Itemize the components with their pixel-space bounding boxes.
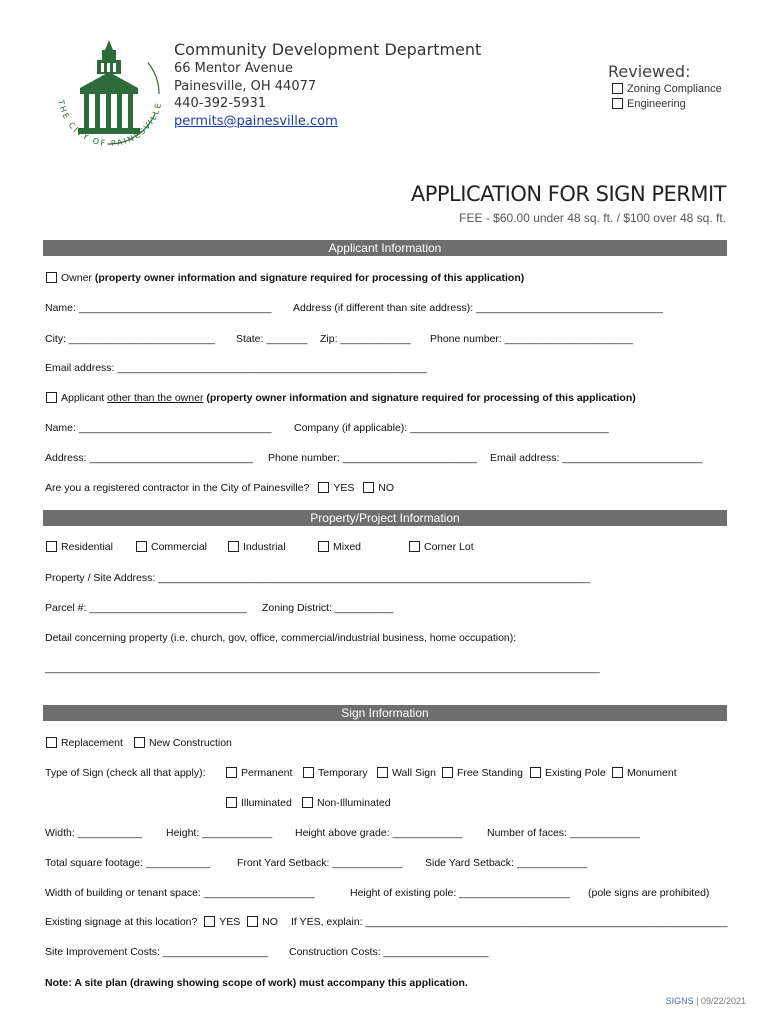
new-construction-label: New Construction <box>149 737 232 749</box>
city-field[interactable]: City: _________________________ <box>45 333 215 345</box>
property-type-corner-lot <box>409 541 474 553</box>
number-of-faces-field[interactable]: Number of faces: ____________ <box>487 827 640 839</box>
mixed-checkbox[interactable] <box>318 541 329 552</box>
contractor-question: Are you a registered contractor in the City of Painesville? <box>45 482 310 494</box>
temporary-checkbox[interactable] <box>303 767 314 778</box>
explain-field[interactable]: If YES, explain: ______________________________________________________________ <box>291 916 728 928</box>
free-standing-checkbox[interactable] <box>442 767 453 778</box>
applicant-email-field[interactable]: Email address: ________________________ <box>490 452 703 464</box>
building-width-field[interactable]: Width of building or tenant space: ___________________ <box>45 887 315 899</box>
temporary-label: Temporary <box>318 767 368 779</box>
applicant-address-field[interactable]: Address: ____________________________ <box>45 452 253 464</box>
owner-row <box>46 272 524 284</box>
other-applicant-checkbox[interactable] <box>46 392 57 403</box>
section-property: Property/Project Information <box>43 510 727 526</box>
sign-type-temporary <box>303 767 368 779</box>
sign-type-monument <box>612 767 677 779</box>
monument-label: Monument <box>627 767 677 779</box>
existing-no-checkbox[interactable] <box>247 916 258 927</box>
address-line-2: Painesville, OH 44077 <box>174 79 317 94</box>
width-field[interactable]: Width: ___________ <box>45 827 142 839</box>
height-above-grade-field[interactable]: Height above grade: ____________ <box>295 827 463 839</box>
site-address-field[interactable]: Property / Site Address: __________________________________________________________________________ <box>45 572 591 584</box>
contractor-yes-label: YES <box>333 482 355 494</box>
footer <box>666 996 746 1006</box>
phone-field[interactable]: Phone number: ______________________ <box>430 333 634 345</box>
wall-sign-checkbox[interactable] <box>377 767 388 778</box>
existing-signage-row <box>45 916 278 928</box>
replacement-option <box>46 737 123 749</box>
contractor-no-checkbox[interactable] <box>363 482 374 493</box>
monument-checkbox[interactable] <box>612 767 623 778</box>
existing-pole-checkbox[interactable] <box>530 767 541 778</box>
property-detail-field[interactable]: _______________________________________________________________________________________________ <box>45 662 600 674</box>
corner-lot-label: Corner Lot <box>424 541 474 553</box>
applicant-phone-field[interactable]: Phone number: _______________________ <box>268 452 478 464</box>
existing-yes-label: YES <box>219 916 241 928</box>
commercial-checkbox[interactable] <box>136 541 147 552</box>
new-construction-option <box>134 737 232 749</box>
owner-note: (property owner information and signature required for processing of this application) <box>94 272 525 284</box>
city-seal-logo <box>50 36 168 156</box>
property-type-residential <box>46 541 113 553</box>
existing-pole-label: Existing Pole <box>545 767 606 779</box>
residential-label: Residential <box>61 541 113 553</box>
pole-prohibited-note: (pole signs are prohibited) <box>588 887 710 899</box>
height-field[interactable]: Height: ____________ <box>166 827 273 839</box>
sign-type-label: Type of Sign (check all that apply): <box>45 767 206 779</box>
wall-sign-label: Wall Sign <box>392 767 436 779</box>
commercial-label: Commercial <box>151 541 208 553</box>
residential-checkbox[interactable] <box>46 541 57 552</box>
address-line-1: 66 Mentor Avenue <box>174 61 293 76</box>
replacement-label: Replacement <box>61 737 123 749</box>
zip-field[interactable]: Zip: ____________ <box>320 333 411 345</box>
non-illuminated-checkbox[interactable] <box>302 797 313 808</box>
existing-signage-question: Existing signage at this location? <box>45 916 198 928</box>
engineering-checkbox[interactable] <box>612 98 623 109</box>
construction-costs-field[interactable]: Construction Costs: __________________ <box>289 946 489 958</box>
industrial-checkbox[interactable] <box>228 541 239 552</box>
contractor-yes-checkbox[interactable] <box>318 482 329 493</box>
footer-separator: | <box>696 996 699 1006</box>
company-field[interactable]: Company (if applicable): __________________________________ <box>294 422 609 434</box>
applicant-name-field[interactable]: Name: _________________________________ <box>45 422 272 434</box>
site-plan-note: Note: A site plan (drawing showing scope of work) must accompany this application. <box>45 977 468 989</box>
property-type-mixed <box>318 541 361 553</box>
site-improvement-costs-field[interactable]: Site Improvement Costs: __________________ <box>45 946 268 958</box>
sign-type-free-standing <box>442 767 523 779</box>
side-setback-field[interactable]: Side Yard Setback: ____________ <box>425 857 587 869</box>
non-illuminated-label: Non-Illuminated <box>317 797 391 809</box>
section-applicant: Applicant Information <box>43 240 727 256</box>
illuminated-option <box>226 797 292 809</box>
property-type-commercial <box>136 541 207 553</box>
replacement-checkbox[interactable] <box>46 737 57 748</box>
footer-date: 09/22/2021 <box>700 996 746 1006</box>
property-detail-label: Detail concerning property (i.e. church, gov, office, commercial/industrial business, home occupation): <box>45 632 517 644</box>
engineering-label: Engineering <box>627 98 686 110</box>
reviewed-title: Reviewed: <box>608 62 691 81</box>
section-sign: Sign Information <box>43 705 727 721</box>
other-than-owner-text: other than the owner <box>107 392 204 404</box>
state-field[interactable]: State: _______ <box>236 333 308 345</box>
sign-type-wall <box>377 767 436 779</box>
name-field[interactable]: Name: _________________________________ <box>45 302 272 314</box>
zoning-checkbox[interactable] <box>612 83 623 94</box>
owner-checkbox[interactable] <box>46 272 57 283</box>
front-setback-field[interactable]: Front Yard Setback: ____________ <box>237 857 403 869</box>
email-link[interactable]: permits@painesville.com <box>174 114 338 129</box>
illuminated-label: Illuminated <box>241 797 292 809</box>
sign-type-existing-pole <box>530 767 606 779</box>
property-type-industrial <box>228 541 286 553</box>
logo-text: THE CITY OF PAINESVILLE <box>56 99 164 149</box>
corner-lot-checkbox[interactable] <box>409 541 420 552</box>
other-applicant-label: Applicant <box>61 392 105 404</box>
contractor-no-label: NO <box>378 482 394 494</box>
mixed-label: Mixed <box>333 541 362 553</box>
other-applicant-note: (property owner information and signature required for processing of this application) <box>206 392 636 404</box>
existing-yes-checkbox[interactable] <box>204 916 215 927</box>
department-name: Community Development Department <box>174 40 482 59</box>
zoning-district-field[interactable]: Zoning District: __________ <box>262 602 394 614</box>
illuminated-checkbox[interactable] <box>226 797 237 808</box>
parcel-field[interactable]: Parcel #: ___________________________ <box>45 602 248 614</box>
address-alt-field[interactable]: Address (if different than site address): ________________________________ <box>293 302 663 314</box>
reviewed-engineering <box>612 98 686 110</box>
existing-no-label: NO <box>262 916 278 928</box>
industrial-label: Industrial <box>243 541 286 553</box>
free-standing-label: Free Standing <box>457 767 523 779</box>
email-field[interactable]: Email address: _____________________________________________________ <box>45 362 427 374</box>
fee-text: FEE - $60.00 under 48 sq. ft. / $100 over 48 sq. ft. <box>459 211 726 225</box>
permanent-checkbox[interactable] <box>226 767 237 778</box>
non-illuminated-option <box>302 797 391 809</box>
contractor-row <box>45 482 394 494</box>
footer-code: SIGNS <box>665 996 694 1006</box>
total-sqft-field[interactable]: Total square footage: ___________ <box>45 857 211 869</box>
other-applicant-row <box>46 392 636 404</box>
page-title: APPLICATION FOR SIGN PERMIT <box>410 182 726 206</box>
phone-number: 440-392-5931 <box>174 96 267 111</box>
permanent-label: Permanent <box>241 767 293 779</box>
sign-type-permanent <box>226 767 292 779</box>
owner-label: Owner <box>61 272 92 284</box>
zoning-label: Zoning Compliance <box>627 83 722 95</box>
new-construction-checkbox[interactable] <box>134 737 145 748</box>
reviewed-zoning <box>612 83 722 95</box>
pole-height-field[interactable]: Height of existing pole: ___________________ <box>350 887 571 899</box>
